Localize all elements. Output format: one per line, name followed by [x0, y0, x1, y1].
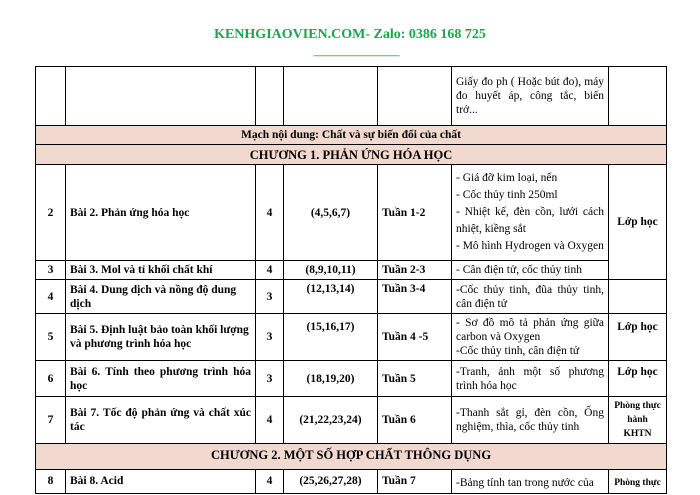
- place: Lớp học: [609, 165, 667, 280]
- lesson-name: Bài 7. Tốc độ phản ứng và chất xúc tác: [66, 397, 256, 444]
- place: Lớp học: [609, 314, 667, 361]
- periods: 4: [256, 397, 284, 444]
- periods: 3: [256, 280, 284, 314]
- chapter-2-title: CHƯƠNG 2. MỘT SỐ HỢP CHẤT THÔNG DỤNG: [36, 444, 667, 470]
- section-row: [36, 126, 667, 145]
- row-number: 4: [36, 280, 66, 314]
- sessions: (15,16,17): [284, 314, 378, 361]
- lesson-name: Bài 5. Định luật bảo toàn khối lượng và phương trình hóa học: [66, 314, 256, 361]
- sessions: (18,19,20): [284, 361, 378, 397]
- table-row: [36, 314, 667, 361]
- lesson-name: Bài 3. Mol và tỉ khối chất khí: [66, 261, 256, 280]
- equipment-cell: [452, 361, 609, 397]
- equipment-cell: [452, 261, 609, 280]
- table-row: [36, 280, 667, 314]
- week: Tuần 4 -5: [378, 314, 452, 361]
- table-row: [36, 470, 667, 494]
- equipment-line: - Giá đỡ kim loại, nến: [456, 172, 558, 184]
- periods: 4: [256, 261, 284, 280]
- site-header: KENHGIAOVIEN.COM- Zalo: 0386 168 725: [214, 27, 486, 42]
- row-number: 3: [36, 261, 66, 280]
- week: Tuần 3-4: [378, 280, 452, 314]
- chapter-1-title: CHƯƠNG 1. PHẢN ỨNG HÓA HỌC: [36, 145, 667, 165]
- chapter-row: [36, 444, 667, 470]
- place: Phòng thực hành KHTN: [609, 397, 667, 444]
- table-row: [36, 361, 667, 397]
- equipment-cell: [452, 397, 609, 444]
- week: Tuần 2-3: [378, 261, 452, 280]
- equipment-line: - Nhiệt kế, đèn cồn, lưới cách nhiệt, kiềng sắt: [456, 206, 604, 235]
- place: Lớp học: [609, 361, 667, 397]
- lesson-name: Bài 6. Tính theo phương trình hóa học: [66, 361, 256, 397]
- lesson-name: Bài 8. Acid: [66, 470, 256, 494]
- equipment-cell: [452, 314, 609, 361]
- equipment-line: -Tranh, ảnh một số phương trình hóa học: [456, 365, 604, 392]
- lesson-name: Bài 4. Dung dịch và nồng độ dung dịch: [66, 280, 256, 314]
- sessions: (12,13,14): [284, 280, 378, 314]
- table-row: [36, 67, 667, 126]
- table-row: [36, 165, 667, 261]
- equipment-cell: [452, 280, 609, 314]
- row-number: 2: [36, 165, 66, 261]
- row-number: 8: [36, 470, 66, 494]
- equipment-line: - Sơ đồ mô tả phản ứng giữa carbon và Oxygen: [456, 317, 604, 343]
- equipment-cell: [452, 470, 609, 494]
- equipment-line: -Thanh sắt gỉ, đèn cồn, Ống nghiệm, thìa, cốc thủy tinh: [456, 407, 604, 433]
- row-number: 6: [36, 361, 66, 397]
- periods: 3: [256, 361, 284, 397]
- place: [609, 280, 667, 314]
- equipment-line: -Cốc thủy tinh, đũa thủy tinh, cân điện tử: [456, 283, 604, 310]
- equipment-cell: [452, 165, 609, 261]
- periods: 4: [256, 165, 284, 261]
- table-row: [36, 261, 667, 280]
- sessions: (21,22,23,24): [284, 397, 378, 444]
- lesson-name: Bài 2. Phản ứng hóa học: [66, 165, 256, 261]
- row-number: 7: [36, 397, 66, 444]
- equipment-line: - Cốc thủy tinh 250ml: [456, 189, 558, 201]
- row-number: 5: [36, 314, 66, 361]
- periods: 4: [256, 470, 284, 494]
- periods: 3: [256, 314, 284, 361]
- sessions: (8,9,10,11): [284, 261, 378, 280]
- chapter-row: [36, 145, 667, 165]
- equipment-cell: Giấy đo ph ( Hoặc bút đo), máy đo huyết áp, công tắc, biến trở...: [452, 67, 609, 126]
- equipment-line: -Bảng tính tan trong nước của: [456, 477, 594, 489]
- table-row: [36, 397, 667, 444]
- week: Tuần 7: [378, 470, 452, 494]
- sessions: (4,5,6,7): [284, 165, 378, 261]
- equipment-line: - Mô hình Hydrogen và Oxygen: [456, 240, 604, 252]
- equipment-line: -Cốc thủy tinh, cân điện tử: [456, 345, 580, 357]
- curriculum-table: [35, 66, 667, 494]
- section-title: Mạch nội dung: Chất và sự biến đổi của chất: [36, 126, 667, 145]
- sessions: (25,26,27,28): [284, 470, 378, 494]
- equipment-line: - Cân điện tử, cốc thủy tinh: [456, 264, 583, 276]
- place: Phòng thực: [609, 470, 667, 494]
- header-underline: -------------------------------------------: [313, 50, 399, 60]
- week: Tuần 1-2: [378, 165, 452, 261]
- week: Tuần 5: [378, 361, 452, 397]
- week: Tuần 6: [378, 397, 452, 444]
